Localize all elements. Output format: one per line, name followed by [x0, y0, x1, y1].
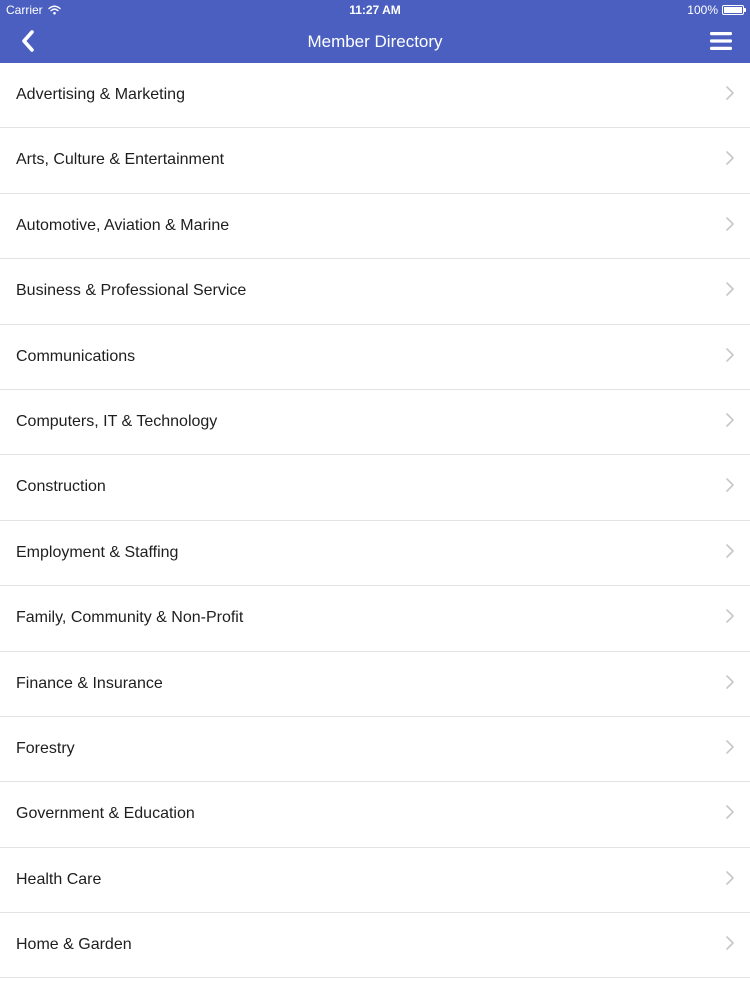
- list-item[interactable]: [0, 782, 750, 847]
- list-item-label: Computers, IT & Technology: [16, 412, 218, 430]
- hamburger-menu-icon: [709, 31, 733, 51]
- status-time: 11:27 AM: [349, 3, 401, 17]
- list-item[interactable]: [0, 848, 750, 913]
- navigation-bar: [0, 20, 750, 63]
- list-item[interactable]: [0, 390, 750, 455]
- chevron-right-icon: [725, 281, 735, 297]
- chevron-right-icon: [725, 608, 735, 624]
- menu-button[interactable]: [706, 26, 736, 56]
- list-item[interactable]: [0, 128, 750, 193]
- list-item-label: Advertising & Marketing: [16, 86, 185, 103]
- list-item[interactable]: [0, 325, 750, 390]
- chevron-right-icon: [725, 85, 735, 101]
- list-item[interactable]: [0, 652, 750, 717]
- chevron-right-icon: [725, 477, 735, 493]
- list-item[interactable]: [0, 63, 750, 128]
- chevron-right-icon: [725, 804, 735, 820]
- list-item-label: Government & Education: [16, 805, 195, 823]
- list-item[interactable]: [0, 194, 750, 259]
- list-item-label: Automotive, Aviation & Marine: [16, 216, 230, 234]
- chevron-right-icon: [725, 216, 735, 232]
- list-item-label: Health Care: [16, 870, 102, 888]
- category-list: [0, 63, 750, 978]
- list-item-label: Home & Garden: [16, 936, 132, 954]
- header-bar: [0, 0, 750, 63]
- list-item[interactable]: [0, 717, 750, 782]
- chevron-right-icon: [725, 674, 735, 690]
- list-item-label: Business & Professional Service: [16, 282, 247, 300]
- chevron-right-icon: [725, 543, 735, 559]
- list-item[interactable]: [0, 259, 750, 324]
- list-item-label: Family, Community & Non-Profit: [16, 609, 244, 627]
- chevron-right-icon: [725, 347, 735, 363]
- chevron-right-icon: [725, 412, 735, 428]
- list-item[interactable]: [0, 913, 750, 978]
- list-item-label: Communications: [16, 347, 136, 365]
- status-bar: [0, 0, 750, 20]
- list-item[interactable]: [0, 455, 750, 520]
- battery-icon: [722, 5, 744, 15]
- status-right: [687, 0, 744, 20]
- list-item-label: Forestry: [16, 739, 75, 757]
- carrier-label: Carrier: [6, 3, 43, 17]
- list-item-label: Arts, Culture & Entertainment: [16, 151, 225, 169]
- chevron-right-icon: [725, 150, 735, 166]
- page-title: Member Directory: [307, 32, 443, 51]
- list-item-label: Finance & Insurance: [16, 674, 163, 692]
- list-item[interactable]: [0, 521, 750, 586]
- chevron-right-icon: [725, 739, 735, 755]
- chevron-right-icon: [725, 870, 735, 886]
- list-item[interactable]: [0, 586, 750, 651]
- battery-percent: 100%: [687, 3, 718, 17]
- list-item-label: Employment & Staffing: [16, 543, 179, 561]
- chevron-right-icon: [725, 935, 735, 951]
- list-item-label: Construction: [16, 478, 106, 496]
